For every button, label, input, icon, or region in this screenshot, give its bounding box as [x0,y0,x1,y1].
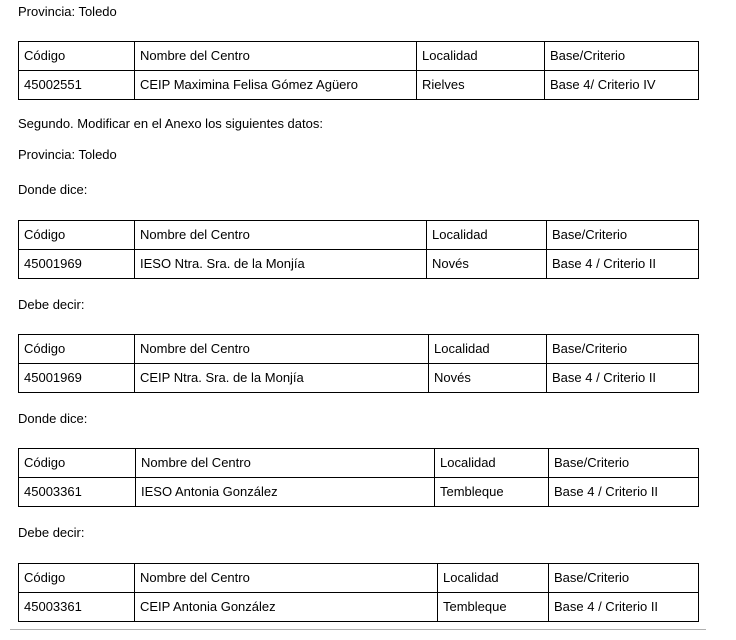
header-codigo: Código [19,449,136,478]
header-localidad: Localidad [427,221,547,250]
header-nombre-centro: Nombre del Centro [135,221,427,250]
centers-table-5 [18,563,699,622]
header-base-criterio: Base/Criterio [549,449,699,478]
header-nombre-centro: Nombre del Centro [135,42,417,71]
cell-localidad: Novés [429,364,547,393]
header-localidad: Localidad [417,42,545,71]
cell-codigo: 45001969 [19,364,135,393]
centers-table-4 [18,448,699,507]
cell-codigo: 45001969 [19,250,135,279]
header-localidad: Localidad [438,564,549,593]
cell-localidad: Rielves [417,71,545,100]
debe-decir-label: Debe decir: [18,525,85,540]
centers-table-3 [18,334,699,393]
cell-nombre-centro: CEIP Antonia González [135,593,438,622]
cell-nombre-centro: CEIP Maximina Felisa Gómez Agüero [135,71,417,100]
header-nombre-centro: Nombre del Centro [135,335,429,364]
header-nombre-centro: Nombre del Centro [135,564,438,593]
header-base-criterio: Base/Criterio [547,221,699,250]
cell-base-criterio: Base 4 / Criterio II [549,478,699,507]
bottom-divider [10,629,706,630]
province-paragraph: Provincia: Toledo [18,4,117,19]
header-codigo: Código [19,221,135,250]
table-header-row [19,335,699,364]
table-row [19,478,699,507]
cell-base-criterio: Base 4 / Criterio II [547,250,699,279]
cell-nombre-centro: IESO Antonia González [136,478,435,507]
table-row [19,71,699,100]
header-localidad: Localidad [435,449,549,478]
cell-codigo: 45003361 [19,478,136,507]
table-header-row [19,221,699,250]
header-nombre-centro: Nombre del Centro [136,449,435,478]
cell-codigo: 45002551 [19,71,135,100]
table-header-row [19,449,699,478]
cell-base-criterio: Base 4 / Criterio II [549,593,699,622]
cell-nombre-centro: IESO Ntra. Sra. de la Monjía [135,250,427,279]
table-header-row [19,564,699,593]
table-row [19,593,699,622]
table-row [19,250,699,279]
header-localidad: Localidad [429,335,547,364]
cell-base-criterio: Base 4 / Criterio II [547,364,699,393]
cell-nombre-centro: CEIP Ntra. Sra. de la Monjía [135,364,429,393]
centers-table-1 [18,41,699,100]
province-paragraph: Provincia: Toledo [18,147,117,162]
table-header-row [19,42,699,71]
header-base-criterio: Base/Criterio [549,564,699,593]
header-base-criterio: Base/Criterio [545,42,699,71]
donde-dice-label: Donde dice: [18,411,88,426]
header-base-criterio: Base/Criterio [547,335,699,364]
header-codigo: Código [19,42,135,71]
header-codigo: Código [19,335,135,364]
cell-codigo: 45003361 [19,593,135,622]
debe-decir-label: Debe decir: [18,297,85,312]
centers-table-2 [18,220,699,279]
donde-dice-label: Donde dice: [18,182,88,197]
header-codigo: Código [19,564,135,593]
segundo-paragraph: Segundo. Modificar en el Anexo los siguientes datos: [18,116,323,131]
cell-base-criterio: Base 4/ Criterio IV [545,71,699,100]
cell-localidad: Novés [427,250,547,279]
cell-localidad: Tembleque [435,478,549,507]
table-row [19,364,699,393]
cell-localidad: Tembleque [438,593,549,622]
